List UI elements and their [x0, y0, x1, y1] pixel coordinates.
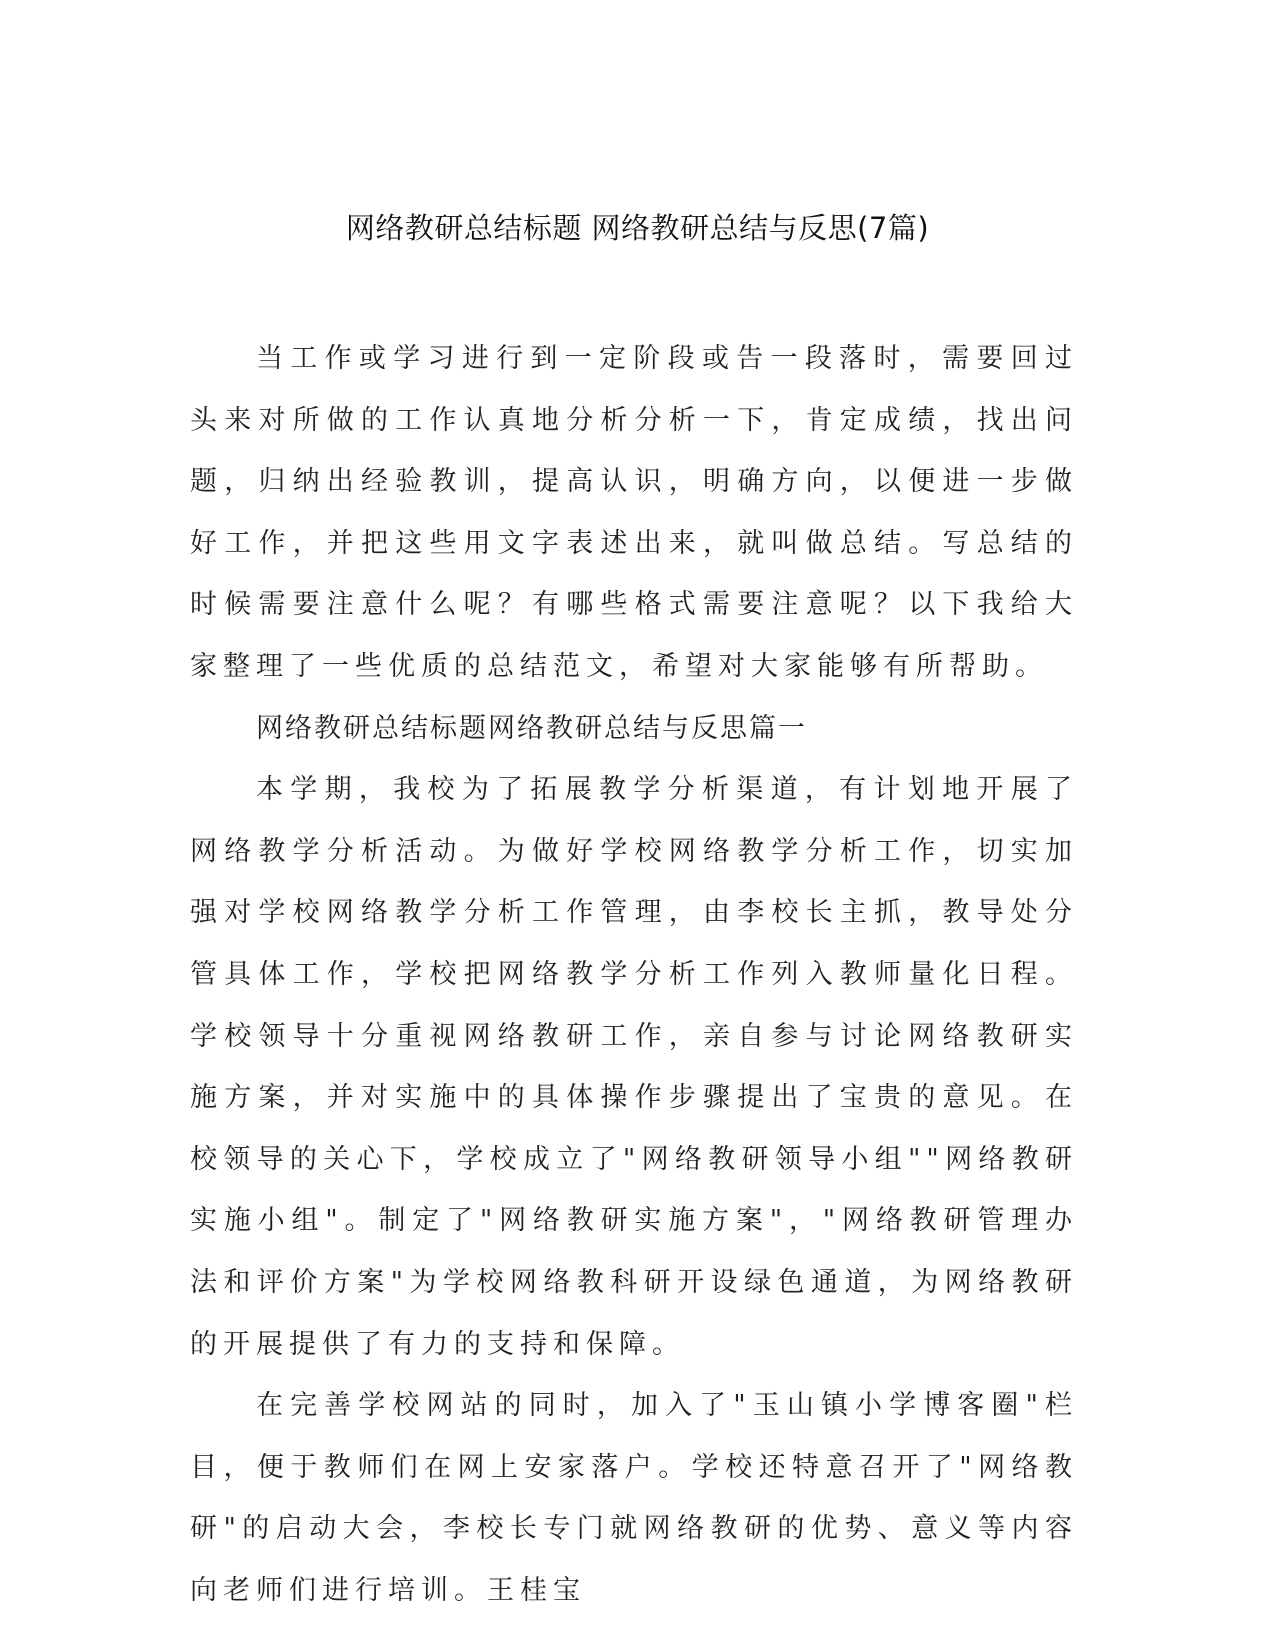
body-paragraph-2: 在完善学校网站的同时，加入了"玉山镇小学博客圈"栏目，便于教师们在网上安家落户。学校还特意召开了"网络教研"的启动大会，李校长专门就网络教研的优势、意义等内容向老师们进行培训。王桂宝	[190, 1390, 1078, 1606]
document-body	[190, 328, 1078, 1621]
intro-paragraph: 当工作或学习进行到一定阶段或告一段落时，需要回过头来对所做的工作认真地分析分析一下，肯定成绩，找出问题，归纳出经验教训，提高认识，明确方向，以便进一步做好工作，并把这些用文字表述出来，就叫做总结。写总结的时候需要注意什么呢？有哪些格式需要注意呢？以下我给大家整理了一些优质的总结范文，希望对大家能够有所帮助。	[190, 343, 1078, 682]
body-paragraph-1: 本学期，我校为了拓展教学分析渠道，有计划地开展了网络教学分析活动。为做好学校网络教学分析工作，切实加强对学校网络教学分析工作管理，由李校长主抓，教导处分管具体工作，学校把网络教学分析工作列入教师量化日程。学校领导十分重视网络教研工作，亲自参与讨论网络教研实施方案，并对实施中的具体操作步骤提出了宝贵的意见。在校领导的关心下，学校成立了"网络教研领导小组""网络教研实施小组"。制定了"网络教研实施方案"，"网络教研管理办法和评价方案"为学校网络教科研开设绿色通道，为网络教研的开展提供了有力的支持和保障。	[190, 774, 1078, 1360]
section-heading: 网络教研总结标题网络教研总结与反思篇一	[256, 712, 807, 744]
document-title: 网络教研总结标题 网络教研总结与反思(7篇)	[345, 211, 930, 245]
